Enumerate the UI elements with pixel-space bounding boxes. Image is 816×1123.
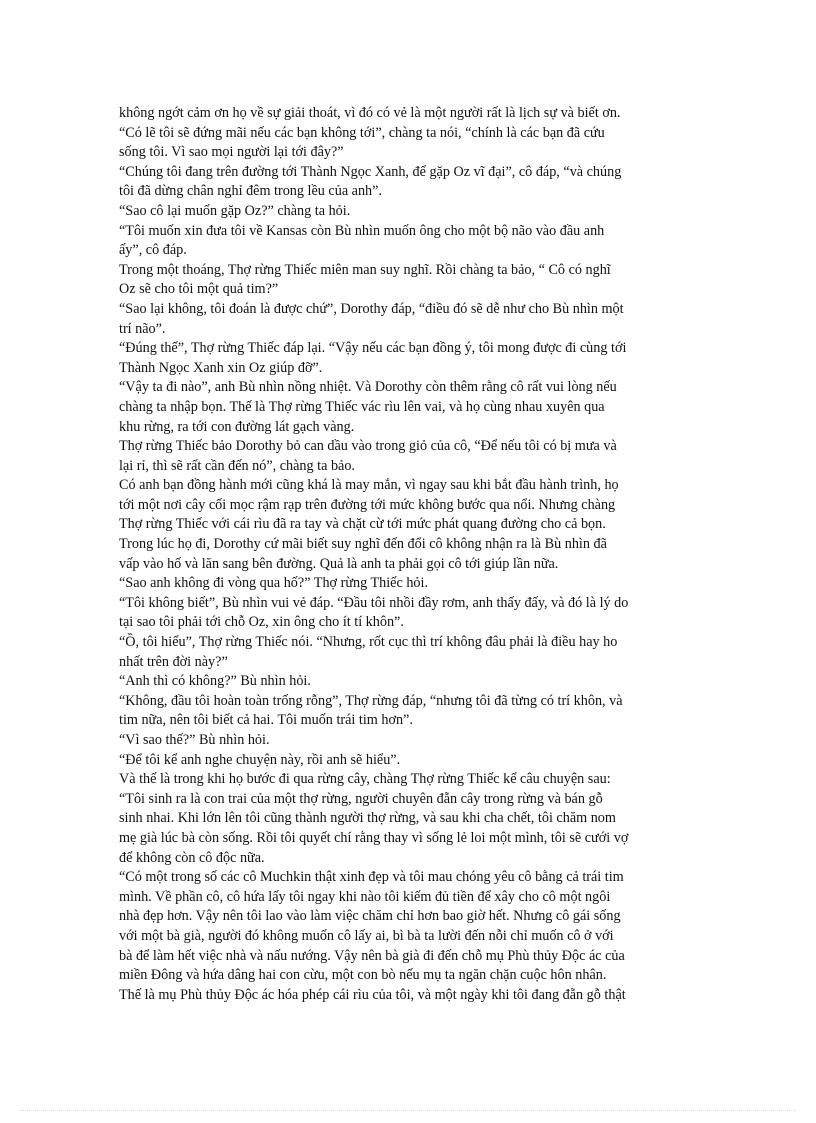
text-line: Oz sẽ cho tôi một quả tim?” [119, 281, 279, 298]
text-line: “Sao lại không, tôi đoán là được chứ”, Dorothy đáp, “điều đó sẽ dễ như cho Bù nhìn một [119, 300, 624, 317]
text-line: Và thế là trong khi họ bước đi qua rừng cây, chàng Thợ rừng Thiếc kể câu chuyện sau: [119, 771, 611, 788]
text-line: tôi đã dừng chân nghỉ đêm trong lều của anh”. [119, 183, 382, 200]
text-line: mình. Về phần cô, cô hứa lấy tôi ngay khi nào tôi kiếm đủ tiền để xây cho cô một ngôi [119, 888, 611, 905]
text-line: miền Đông và hứa dâng hai con cừu, một con bò nếu mụ ta ngăn chặn cuộc hôn nhân. [119, 967, 607, 984]
text-line: không ngớt cảm ơn họ về sự giải thoát, vì đó có vẻ là một người rất là lịch sự và biết ơn. [119, 105, 621, 121]
text-line: để không còn cô độc nữa. [119, 849, 265, 866]
text-line: Thế là mụ Phù thủy Độc ác hóa phép cái rìu của tôi, và một ngày khi tôi đang đẵn gỗ thật [119, 986, 626, 1003]
text-line: bà để làm hết việc nhà và nấu nướng. Vậy nên bà già đi đến chỗ mụ Phù thủy Độc ác của [119, 947, 625, 964]
text-line: “Anh thì có không?” Bù nhìn hỏi. [119, 673, 311, 690]
text-line: “Không, đầu tôi hoàn toàn trống rỗng”, Thợ rừng đáp, “nhưng tôi đã từng có trí khôn, và [119, 692, 623, 709]
text-line: “Tôi muốn xin đưa tôi về Kansas còn Bù nhìn muốn ông cho một bộ não vào đầu anh [119, 222, 605, 239]
text-line: tới một nơi cây cối mọc rậm rạp trên đường tới mức không bước qua nổi. Nhưng chàng [119, 496, 616, 513]
text-line: khu rừng, ra tới con đường lát gạch vàng. [119, 418, 355, 435]
text-line: “Đúng thế”, Thợ rừng Thiếc đáp lại. “Vậy nếu các bạn đồng ý, tôi mong được đi cùng tới [119, 340, 627, 357]
text-line: trí não”. [119, 320, 166, 337]
text-line: “Sao anh không đi vòng qua hố?” Thợ rừng Thiếc hỏi. [119, 575, 429, 592]
body-text [119, 104, 704, 1005]
text-line: “Ồ, tôi hiểu”, Thợ rừng Thiếc nói. “Nhưng, rốt cục thì trí không đâu phải là điều hay ho [119, 634, 618, 651]
page-footer-divider [20, 1110, 796, 1111]
text-line: “Vậy ta đi nào”, anh Bù nhìn nồng nhiệt. Và Dorothy còn thêm rằng cô rất vui lòng nếu [119, 379, 617, 396]
text-line: chàng ta nhập bọn. Thế là Thợ rừng Thiếc vác rìu lên vai, và họ cùng nhau xuyên qua [119, 398, 605, 415]
text-line: “Sao cô lại muốn gặp Oz?” chàng ta hỏi. [119, 202, 351, 219]
text-line: “Chúng tôi đang trên đường tới Thành Ngọc Xanh, để gặp Oz vĩ đại”, cô đáp, “và chúng [119, 163, 622, 180]
text-line: tại sao tôi phải tới chỗ Oz, xin ông cho ít tí khôn”. [119, 614, 404, 631]
text-line: nhà đẹp hơn. Vậy nên tôi lao vào làm việc chăm chỉ hơn bao giờ hết. Nhưng cô gái sống [119, 908, 621, 925]
text-line: nhất trên đời này?” [119, 653, 228, 670]
text-line: Thành Ngọc Xanh xin Oz giúp đỡ”. [119, 359, 323, 376]
text-line: sinh nhai. Khi lớn lên tôi cũng thành người thợ rừng, và sau khi cha chết, tôi chăm nom [119, 810, 616, 827]
text-line: “Có một trong số các cô Muchkin thật xinh đẹp và tôi mau chóng yêu cô bằng cả trái tim [119, 869, 624, 886]
text-line: Có anh bạn đồng hành mới cũng khá là may mắn, vì ngay sau khi bắt đầu hành trình, họ [119, 477, 619, 494]
text-line: Thợ rừng Thiếc bảo Dorothy bỏ can dầu vào trong giỏ của cô, “Để nếu tôi có bị mưa và [119, 438, 617, 455]
text-line: vấp vào hố và lăn sang bên đường. Quả là anh ta phải gọi cô tới giúp lần nữa. [119, 555, 559, 572]
text-line: sống tôi. Vì sao mọi người lại tới đây?” [119, 144, 344, 161]
text-line: với một bà già, người đó không muốn cô lấy ai, bì bà ta lười đến nỗi chỉ muốn cô ở với [119, 927, 614, 944]
text-line: “Có lẽ tôi sẽ đứng mãi nếu các bạn không tới”, chàng ta nói, “chính là các bạn đã cứu [119, 124, 605, 141]
text-line: tim nữa, nên tôi biết cả hai. Tôi muốn trái tim hơn”. [119, 712, 413, 729]
text-line: Trong lúc họ đi, Dorothy cứ mãi biết suy nghĩ đến đổi cô không nhận ra là Bù nhìn đã [119, 536, 607, 553]
text-line: lại rỉ, thì sẽ rất cần đến nó”, chàng ta bảo. [119, 457, 355, 474]
text-line: “Để tôi kể anh nghe chuyện này, rồi anh sẽ hiểu”. [119, 751, 401, 768]
text-line: “Tôi sinh ra là con trai của một thợ rừng, người chuyên đẵn cây trong rừng và bán gỗ [119, 790, 603, 807]
text-line: Trong một thoáng, Thợ rừng Thiếc miên man suy nghĩ. Rồi chàng ta bảo, “ Cô có nghĩ [119, 261, 611, 278]
text-line: mẹ già lúc bà còn sống. Rồi tôi quyết chí rằng thay vì sống lẻ loi một mình, tôi sẽ cưới vợ [119, 829, 629, 846]
text-line: Thợ rừng Thiếc với cái rìu đã ra tay và chặt cừ tới mức phát quang đường cho cả bọn. [119, 516, 606, 533]
text-line: “Tôi không biết”, Bù nhìn vui vẻ đáp. “Đầu tôi nhồi đầy rơm, anh thấy đấy, và đó là lý do [119, 594, 629, 611]
text-line: ấy”, cô đáp. [119, 242, 187, 259]
text-line: “Vì sao thế?” Bù nhìn hỏi. [119, 732, 270, 748]
